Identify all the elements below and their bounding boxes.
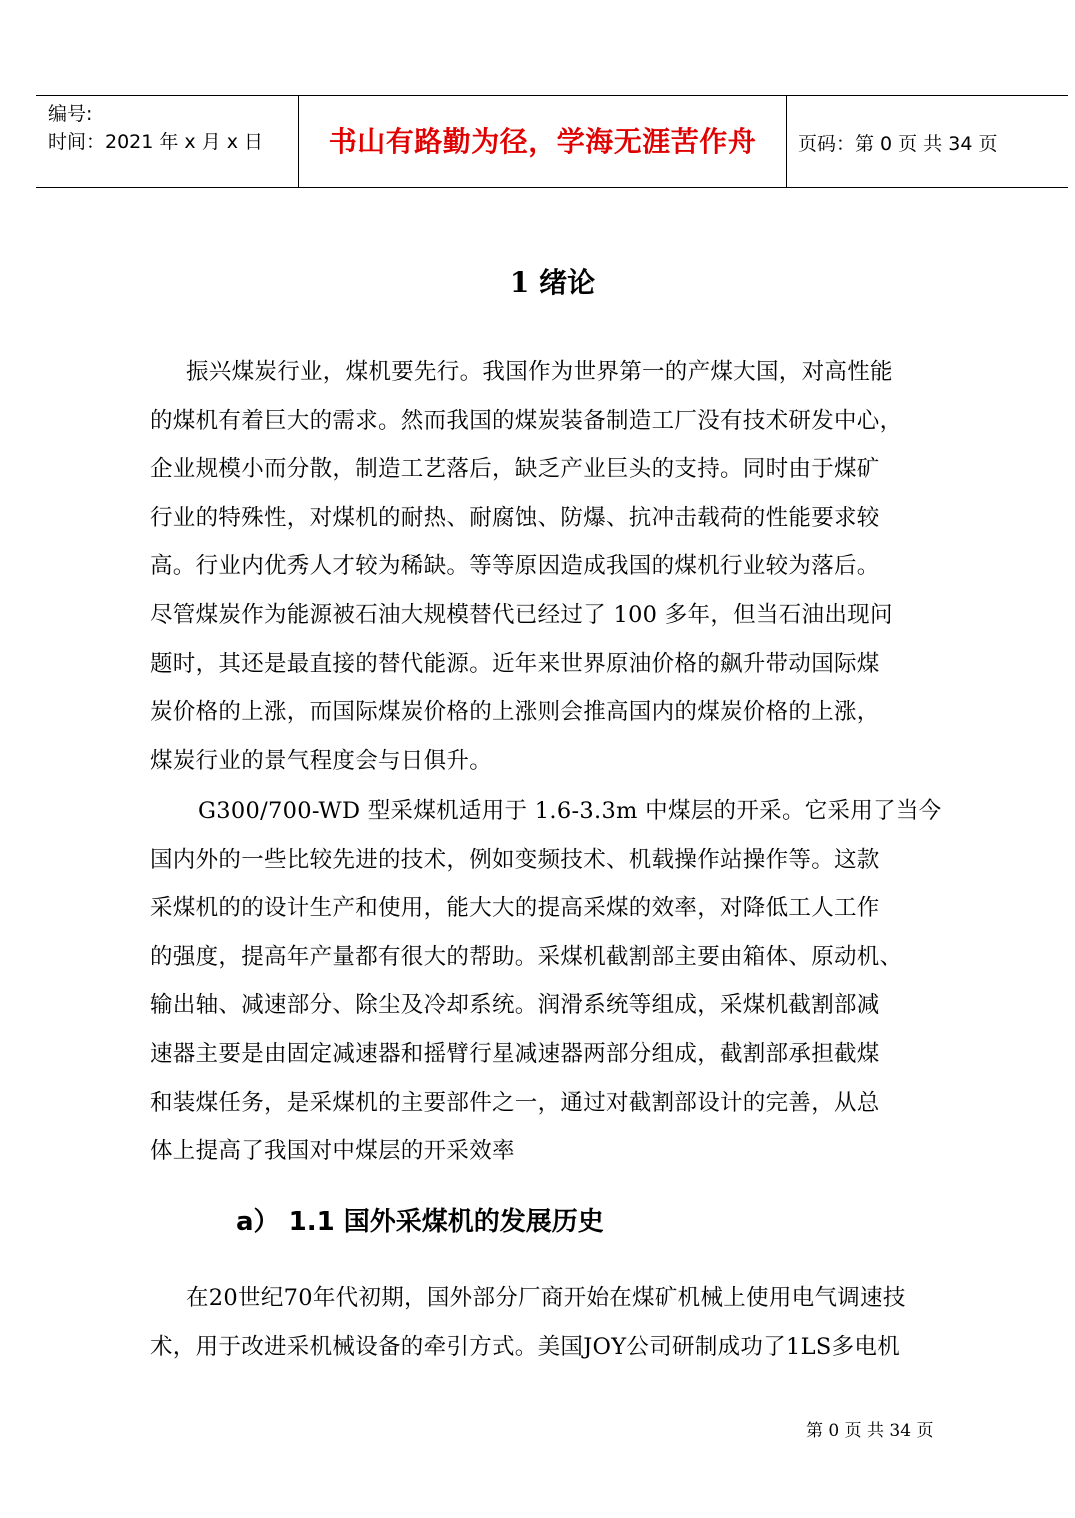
text-line: G300/700-WD 型采煤机适用于 1.6-3.3m 中煤层的开采。它采用了当今 xyxy=(198,798,942,824)
text-line: 输出轴、减速部分、除尘及冷却系统。润滑系统等组成，采煤机截割部减 xyxy=(150,992,880,1019)
text-line: 国内外的一些比较先进的技术，例如变频技术、机载操作站操作等。这款 xyxy=(150,846,880,873)
header-motto: 书山有路勤为径，学海无涯苦作舟 xyxy=(328,125,757,158)
text-line: 采煤机的的设计生产和使用，能大大的提高采煤的效率，对降低工人工作 xyxy=(150,895,880,922)
text-line: 和装煤任务，是采煤机的主要部件之一，通过对截割部设计的完善，从总 xyxy=(150,1089,880,1116)
section-prefix: a） xyxy=(236,1207,280,1237)
text-line: 炭价格的上涨，而国际煤炭价格的上涨则会推高国内的煤炭价格的上涨， xyxy=(150,699,880,726)
text-line: 速器主要是由固定减速器和摇臂行星减速器两部分组成，截割部承担截煤 xyxy=(150,1040,880,1067)
text-line: 高。行业内优秀人才较为稀缺。等等原因造成我国的煤机行业较为落后。 xyxy=(150,553,880,580)
paragraph-1 xyxy=(150,348,980,785)
document-number-label: 编号: xyxy=(48,103,93,125)
section-heading xyxy=(236,1202,604,1242)
text-line: 术，用于改进采机械设备的牵引方式。美国JOY公司研制成功了1LS多电机 xyxy=(150,1333,900,1360)
text-line: 的强度，提高年产量都有很大的帮助。采煤机截割部主要由箱体、原动机、 xyxy=(150,943,903,970)
chapter-title: 1 绪论 xyxy=(509,266,596,299)
text-line: 的煤机有着巨大的需求。然而我国的煤炭装备制造工厂没有技术研发中心， xyxy=(150,407,903,434)
text-line: 煤炭行业的景气程度会与日俱升。 xyxy=(150,747,493,774)
text-line: 企业规模小而分散，制造工艺落后，缺乏产业巨头的支持。同时由于煤矿 xyxy=(150,456,880,483)
header-divider-right xyxy=(786,96,787,187)
text-line: 题时，其还是最直接的替代能源。近年来世界原油价格的飙升带动国际煤 xyxy=(150,650,880,677)
paragraph-3 xyxy=(150,1274,980,1371)
header-page-info: 页码：第 0 页 共 34 页 xyxy=(798,133,998,155)
section-title: 1.1 国外采煤机的发展历史 xyxy=(288,1207,604,1237)
text-line: 尽管煤炭作为能源被石油大规模替代已经过了 100 多年，但当石油出现问 xyxy=(150,601,893,628)
page-footer: 第 0 页 共 34 页 xyxy=(806,1421,934,1441)
page-header xyxy=(36,95,1068,188)
text-line: 体上提高了我国对中煤层的开采效率 xyxy=(150,1138,515,1165)
document-time-label: 时间：2021 年 x 月 x 日 xyxy=(48,131,264,153)
header-meta xyxy=(48,100,263,156)
text-line: 在20世纪70年代初期，国外部分厂商开始在煤矿机械上使用电气调速技 xyxy=(186,1285,906,1311)
paragraph-2 xyxy=(150,787,980,1176)
text-line: 振兴煤炭行业，煤机要先行。我国作为世界第一的产煤大国，对高性能 xyxy=(186,359,893,385)
text-line: 行业的特殊性，对煤机的耐热、耐腐蚀、防爆、抗冲击载荷的性能要求较 xyxy=(150,504,880,531)
